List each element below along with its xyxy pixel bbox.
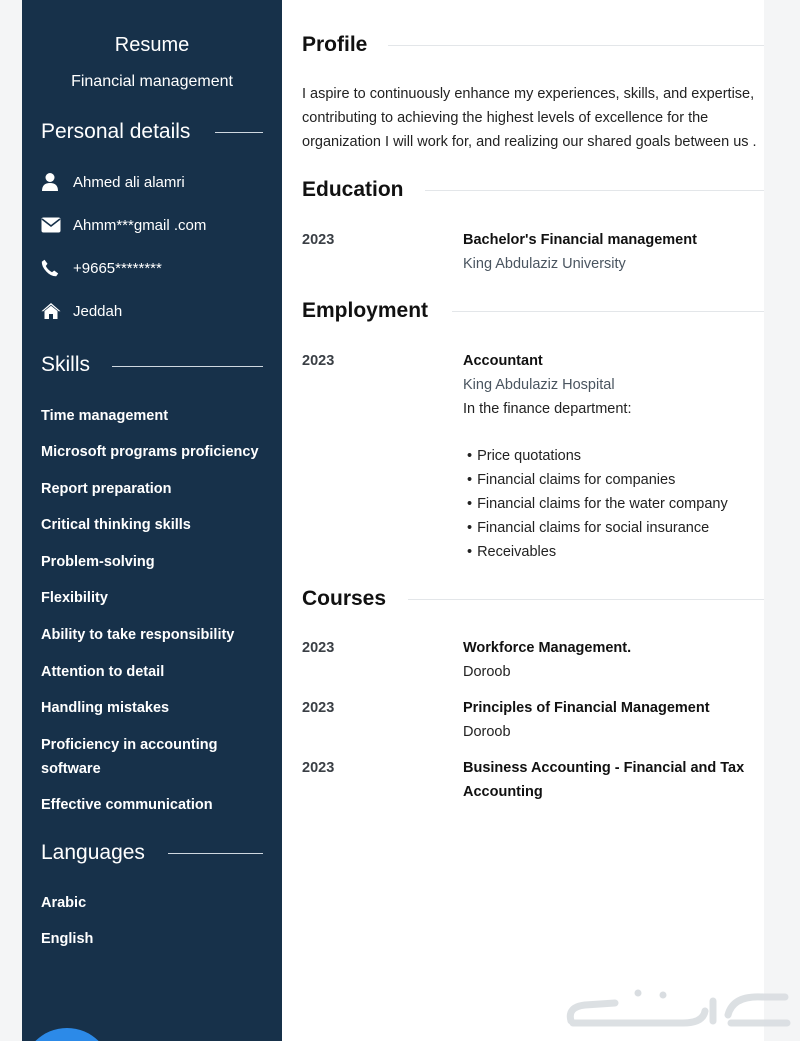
courses-rule: [408, 599, 764, 600]
personal-detail-email: [41, 213, 271, 237]
personal-detail-text: Ahmm***gmail .com: [73, 216, 207, 234]
personal-detail-text: +9665********: [73, 259, 162, 277]
personal-details-heading: Personal details: [41, 120, 191, 143]
course-entry: [463, 756, 758, 804]
education-institution: King Abdulaziz University: [463, 256, 626, 272]
skill-item: Problem-solving: [41, 554, 155, 570]
profile-rule: [388, 45, 764, 46]
list-item: • Financial claims for the water company: [463, 492, 763, 516]
languages-heading: Languages: [41, 841, 145, 864]
course-entry: [463, 696, 763, 744]
job-description: In the finance department:: [463, 401, 632, 417]
envelope-icon: [41, 215, 63, 235]
list-item: • Financial claims for companies: [463, 468, 763, 492]
sidebar: [22, 0, 282, 1041]
skill-item: Handling mistakes: [41, 700, 170, 716]
language-item: English: [41, 931, 94, 947]
education-heading: Education: [302, 178, 404, 201]
user-icon: [41, 172, 63, 192]
list-item: • Price quotations: [463, 444, 763, 468]
employment-entry: [463, 349, 763, 564]
skill-item: Microsoft programs proficiency: [41, 444, 259, 460]
job-title: Accountant: [463, 353, 543, 369]
course-entry: [463, 636, 763, 684]
page-margin-left: [0, 0, 22, 1041]
accent-circle: [22, 1028, 112, 1041]
course-year: 2023: [302, 760, 335, 776]
personal-details-rule: [215, 132, 263, 133]
haraj-logo-watermark: [563, 985, 793, 1031]
skills-heading: Skills: [41, 353, 91, 376]
list-item: • Receivables: [463, 540, 763, 564]
profile-heading: Profile: [302, 33, 368, 56]
skill-item: Flexibility: [41, 590, 108, 606]
course-year: 2023: [302, 700, 335, 716]
employment-year: 2023: [302, 353, 335, 369]
personal-detail-text: Jeddah: [73, 302, 123, 320]
main-content: [282, 0, 796, 1041]
job-duties-list: [463, 444, 763, 564]
resume-subtitle: Financial management: [71, 73, 233, 90]
personal-detail-text: Ahmed ali alamri: [73, 173, 185, 191]
education-entry: [463, 228, 763, 276]
course-provider: Doroob: [463, 664, 511, 680]
courses-heading: Courses: [302, 587, 387, 610]
skill-item: Attention to detail: [41, 664, 165, 680]
course-provider: Doroob: [463, 724, 511, 740]
skill-item: Proficiency in accounting software: [41, 737, 218, 777]
skill-item: Report preparation: [41, 481, 172, 497]
education-rule: [425, 190, 764, 191]
employer: King Abdulaziz Hospital: [463, 377, 615, 393]
skill-item: Effective communication: [41, 797, 213, 813]
education-degree: Bachelor's Financial management: [463, 232, 697, 248]
course-year: 2023: [302, 640, 335, 656]
skill-item: Ability to take responsibility: [41, 627, 235, 643]
employment-heading: Employment: [302, 299, 429, 322]
course-title: Workforce Management.: [463, 640, 632, 656]
skill-item: Time management: [41, 408, 169, 424]
personal-detail-phone: [41, 256, 271, 280]
personal-detail-city: [41, 299, 271, 323]
page-margin-right: [764, 0, 800, 1041]
skill-item: Critical thinking skills: [41, 517, 191, 533]
skills-rule: [112, 366, 263, 367]
profile-text: I aspire to continuously enhance my experiences, skills, and expertise, contributing to achieving the highest levels of excellence for the organization I will work for, and realizing our shared goals between us .: [302, 86, 757, 150]
language-item: Arabic: [41, 895, 87, 911]
course-title: Principles of Financial Management: [463, 700, 710, 716]
list-item: • Financial claims for social insurance: [463, 516, 763, 540]
education-year: 2023: [302, 232, 335, 248]
resume-title: Resume: [114, 34, 190, 56]
personal-detail-name: [41, 170, 271, 194]
course-title: Business Accounting - Financial and Tax Accounting: [463, 760, 745, 800]
home-icon: [41, 301, 63, 321]
phone-icon: [41, 258, 63, 278]
employment-rule: [452, 311, 764, 312]
languages-rule: [168, 853, 263, 854]
